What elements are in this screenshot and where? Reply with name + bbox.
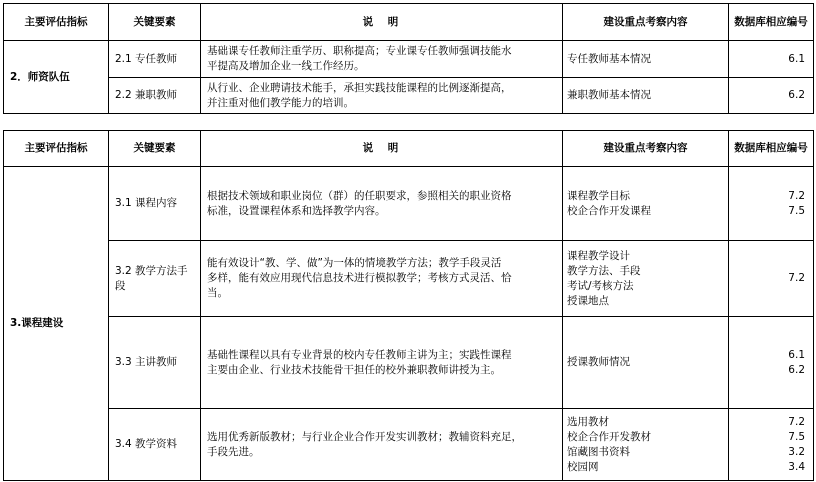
focus-cell: 兼职教师基本情况 [563,78,729,114]
description-cell: 从行业、企业聘请技术能手，承担实践技能课程的比例逐渐提高， 并注重对他们教学能力的培训。 [201,78,563,114]
db-code-cell: 6.1 6.2 [729,317,814,409]
indicator-cell: 2．师资队伍 [4,41,109,114]
description-cell: 根据技术领域和职业岗位（群）的任职要求，参照相关的职业资格 标准，设置课程体系和选择教学内容。 [201,167,563,241]
key-element-cell: 3.1 课程内容 [109,167,201,241]
key-element-cell: 2.2 兼职教师 [109,78,201,114]
description-cell: 选用优秀新版教材；与行业企业合作开发实训教材；教辅资料充足， 手段先进。 [201,409,563,481]
description-cell: 能有效设计“教、学、做”为一体的情境教学方法；教学手段灵活 多样，能有效应用现代信息技术进行模拟教学；考核方式灵活、恰 当。 [201,241,563,317]
focus-cell: 课程教学设计 教学方法、手段 考试/考核方法 授课地点 [563,241,729,317]
header-focus: 建设重点考察内容 [563,131,729,167]
key-element-cell: 3.3 主讲教师 [109,317,201,409]
header-indicator: 主要评估指标 [4,4,109,41]
db-code-cell: 6.2 [729,78,814,114]
indicator-cell: 3.课程建设 [4,167,109,481]
focus-cell: 授课教师情况 [563,317,729,409]
key-element-cell: 3.2 教学方法手 段 [109,241,201,317]
focus-cell: 专任教师基本情况 [563,41,729,78]
header-focus: 建设重点考察内容 [563,4,729,41]
focus-cell: 选用教材 校企合作开发教材 馆藏图书资料 校园网 [563,409,729,481]
db-code-cell: 7.2 7.5 3.2 3.4 [729,409,814,481]
table-header-row [4,131,814,167]
header-key-element: 关键要素 [109,4,201,41]
table-teaching-staff [3,3,814,114]
table-curriculum [3,130,814,481]
table-row [4,409,814,481]
db-code-cell: 7.2 7.5 [729,167,814,241]
header-db-code: 数据库相应编号 [729,131,814,167]
table-row [4,78,814,114]
description-cell: 基础课专任教师注重学历、职称提高；专业课专任教师强调技能水 平提高及增加企业一线工作经历。 [201,41,563,78]
header-description: 说 明 [201,131,563,167]
table-row [4,167,814,241]
table-row [4,41,814,78]
key-element-cell: 3.4 教学资料 [109,409,201,481]
table-row [4,317,814,409]
header-description: 说 明 [201,4,563,41]
description-cell: 基础性课程以具有专业背景的校内专任教师主讲为主；实践性课程 主要由企业、行业技术技能骨干担任的校外兼职教师讲授为主。 [201,317,563,409]
db-code-cell: 7.2 [729,241,814,317]
db-code-cell: 6.1 [729,41,814,78]
table-row [4,241,814,317]
key-element-cell: 2.1 专任教师 [109,41,201,78]
header-key-element: 关键要素 [109,131,201,167]
focus-cell: 课程教学目标 校企合作开发课程 [563,167,729,241]
header-indicator: 主要评估指标 [4,131,109,167]
table-header-row [4,4,814,41]
header-db-code: 数据库相应编号 [729,4,814,41]
